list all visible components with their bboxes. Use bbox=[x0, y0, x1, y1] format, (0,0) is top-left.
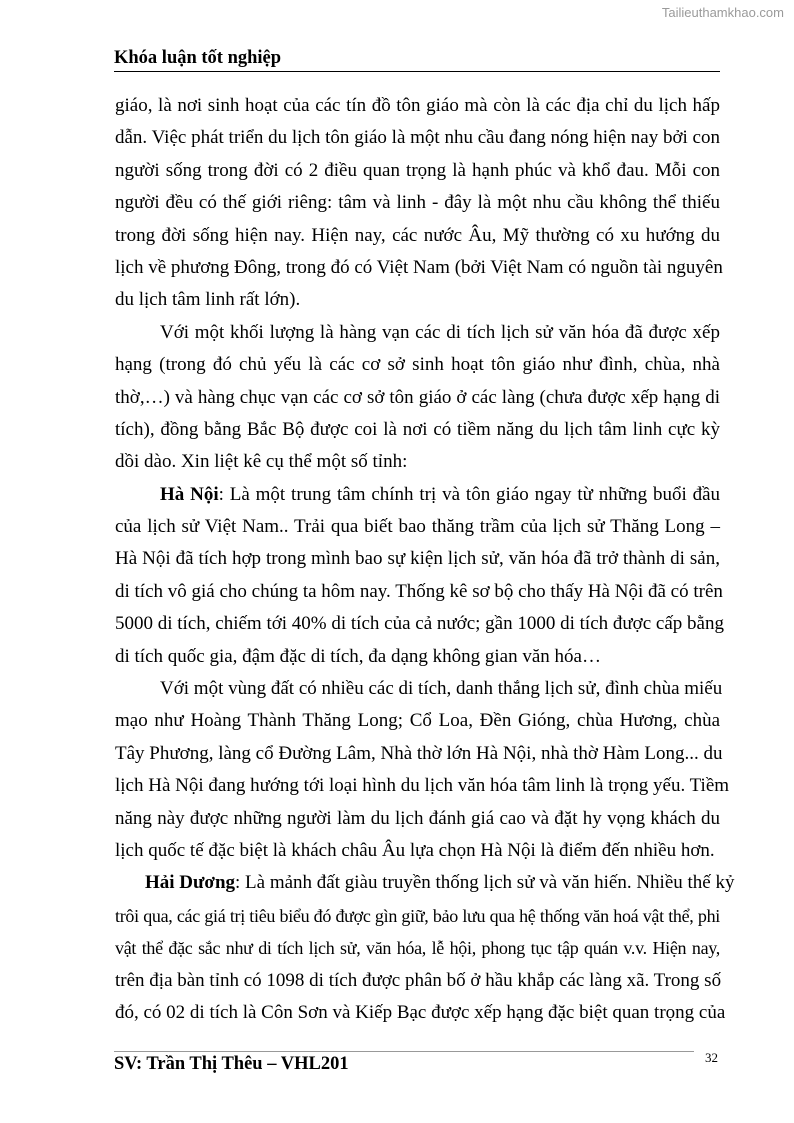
line-text: người sống trong đời có 2 điều quan trọng là hạnh phúc và khổ đau. Mỗi con bbox=[115, 159, 720, 181]
text-line bbox=[115, 770, 730, 802]
text-line bbox=[115, 900, 720, 932]
line-text: vật thể đặc sắc như di tích lịch sử, văn hóa, lễ hội, phong tục tập quán v.v. Hiện nay, bbox=[115, 938, 720, 959]
line-text: du lịch tâm linh rất lớn). bbox=[115, 289, 301, 311]
text-line bbox=[115, 576, 723, 608]
line-text: người đều có thế giới riêng: tâm và linh - đây là một nhu cầu không thể thiếu bbox=[115, 192, 720, 214]
header-title: Khóa luận tốt nghiệp bbox=[114, 48, 282, 68]
line-text: : Là mảnh đất giàu truyền thống lịch sử và văn hiến. Nhiều thế kỷ bbox=[235, 872, 735, 894]
page-header bbox=[114, 48, 720, 72]
text-line bbox=[115, 220, 720, 252]
text-line bbox=[115, 932, 720, 964]
line-text: di tích vô giá cho chúng ta hôm nay. Thống kê sơ bộ cho thấy Hà Nội đã có trên bbox=[115, 580, 723, 602]
text-line bbox=[115, 738, 723, 770]
line-text: dồi dào. Xin liệt kê cụ thể một số tỉnh: bbox=[115, 451, 408, 473]
bold-lead-in: Hải Dương bbox=[145, 872, 236, 894]
bold-lead-in: Hà Nội bbox=[160, 483, 219, 505]
footer-author: SV: Trần Thị Thêu – VHL201 bbox=[114, 1054, 349, 1074]
document-body bbox=[115, 90, 735, 1029]
text-line bbox=[115, 997, 726, 1029]
text-line bbox=[115, 122, 720, 154]
line-text: đó, có 02 di tích là Côn Sơn và Kiếp Bạc được xếp hạng đặc biệt quan trọng của bbox=[115, 1001, 726, 1023]
line-text: Với một vùng đất có nhiều các di tích, danh thắng lịch sử, đình chùa miếu bbox=[160, 678, 723, 700]
text-line bbox=[115, 803, 720, 835]
line-text: 5000 di tích, chiếm tới 40% di tích của cả nước; gần 1000 di tích được cấp bằng bbox=[115, 613, 724, 635]
text-line bbox=[115, 155, 720, 187]
text-line bbox=[115, 446, 720, 478]
line-text: Hà Nội đã tích hợp trong mình bao sự kiện lịch sử, văn hóa đã trở thành di sản, bbox=[115, 548, 720, 570]
text-line bbox=[115, 673, 723, 705]
line-text: trôi qua, các giá trị tiêu biểu đó được gìn giữ, bảo lưu qua hệ thống văn hoá vật thể, phi bbox=[115, 905, 720, 926]
line-text: lịch quốc tế đặc biệt là khách châu Âu lựa chọn Hà Nội là điểm đến nhiều hơn. bbox=[115, 839, 715, 861]
text-line bbox=[115, 284, 720, 316]
text-line bbox=[115, 965, 720, 997]
text-line bbox=[115, 187, 720, 219]
text-line bbox=[115, 835, 720, 867]
text-line bbox=[115, 641, 720, 673]
text-line bbox=[115, 608, 724, 640]
line-text: di tích quốc gia, đậm đặc di tích, đa dạng không gian văn hóa… bbox=[115, 645, 601, 667]
line-text: lịch Hà Nội đang hướng tới loại hình du lịch văn hóa tâm linh là trọng yếu. Tiềm bbox=[115, 775, 730, 797]
text-line bbox=[115, 511, 720, 543]
text-line bbox=[115, 90, 720, 122]
text-line bbox=[115, 705, 720, 737]
line-text: dẫn. Việc phát triển du lịch tôn giáo là một nhu cầu đang nóng hiện nay bởi con bbox=[115, 127, 720, 149]
text-line bbox=[115, 317, 720, 349]
line-text: giáo, là nơi sinh hoạt của các tín đồ tôn giáo mà còn là các địa chỉ du lịch hấp bbox=[115, 95, 720, 116]
line-text: lịch về phương Đông, trong đó có Việt Nam (bởi Việt Nam có nguồn tài nguyên bbox=[115, 256, 723, 278]
text-line bbox=[115, 382, 720, 414]
line-text: tích), đồng bằng Bắc Bộ được coi là nơi có tiềm năng du lịch tâm linh cực kỳ bbox=[115, 418, 720, 440]
text-line bbox=[115, 867, 735, 899]
text-line bbox=[115, 414, 720, 446]
line-text: : Là một trung tâm chính trị và tôn giáo ngay từ những buổi đầu bbox=[218, 483, 721, 505]
line-text: Tây Phương, làng cổ Đường Lâm, Nhà thờ lớn Hà Nội, nhà thờ Hàm Long... du bbox=[115, 742, 723, 764]
line-text: thờ,…) và hàng chục vạn các cơ sở tôn giáo ở các làng (chưa được xếp hạng di bbox=[115, 386, 720, 408]
line-text: trong đời sống hiện nay. Hiện nay, các nước Âu, Mỹ thường có xu hướng du bbox=[115, 224, 720, 246]
line-text: mạo như Hoàng Thành Thăng Long; Cổ Loa, Đền Gióng, chùa Hương, chùa bbox=[115, 710, 720, 732]
text-line bbox=[115, 349, 720, 381]
line-text: hạng (trong đó chủ yếu là các cơ sở sinh hoạt tôn giáo như đình, chùa, nhà bbox=[115, 354, 720, 376]
line-text: của lịch sử Việt Nam.. Trải qua biết bao thăng trầm của lịch sử Thăng Long – bbox=[115, 516, 720, 538]
line-text: Với một khối lượng là hàng vạn các di tích lịch sử văn hóa đã được xếp bbox=[160, 321, 720, 343]
watermark: Tailieuthamkhao.com bbox=[661, 5, 784, 20]
footer-divider bbox=[114, 1051, 694, 1052]
text-line bbox=[115, 252, 723, 284]
page-number: 32 bbox=[705, 1050, 718, 1065]
line-text: trên địa bàn tỉnh có 1098 di tích được phân bố ở hầu khắp các làng xã. Trong số bbox=[115, 969, 722, 991]
text-line bbox=[115, 543, 720, 575]
line-text: năng này được những người làm du lịch đánh giá cao và đặt hy vọng khách du bbox=[115, 807, 720, 829]
text-line bbox=[115, 479, 720, 511]
